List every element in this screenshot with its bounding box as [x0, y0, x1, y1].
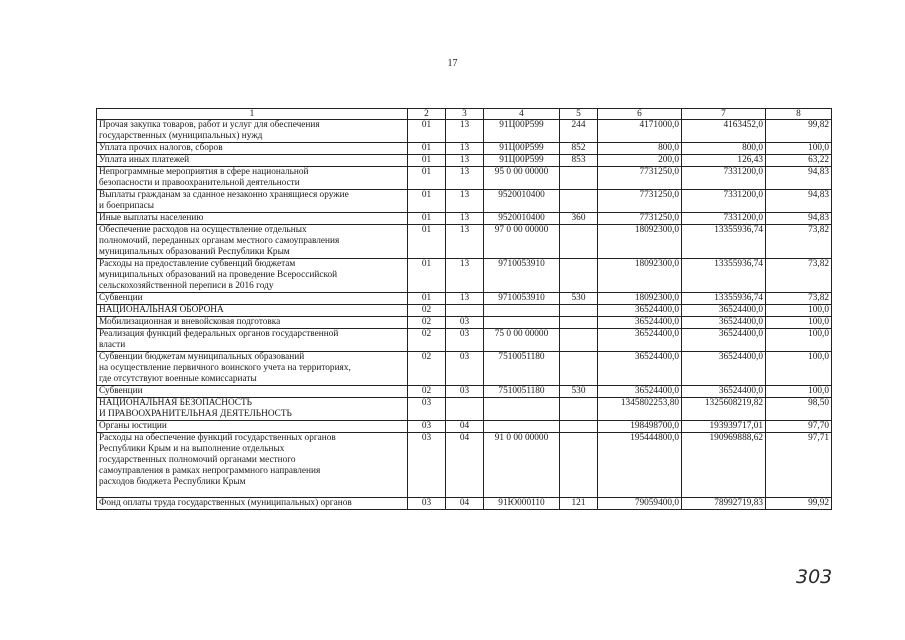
amount-cell: 7331200,0 — [682, 167, 766, 190]
table-row — [97, 352, 832, 386]
row-name-cell: Уплата прочих налогов, сборов — [97, 143, 408, 155]
amount-cell: 100,0 — [766, 329, 832, 352]
amount-cell: 36524400,0 — [682, 329, 766, 352]
code-cell — [446, 398, 484, 421]
table-row — [97, 225, 832, 259]
amount-cell: 7331200,0 — [682, 213, 766, 225]
code-cell: 01 — [408, 120, 446, 143]
row-name-cell: Субвенции — [97, 293, 408, 305]
code-cell: 91 0 00 00000 — [484, 433, 560, 498]
amount-cell: 13355936,74 — [682, 293, 766, 305]
code-cell — [484, 421, 560, 433]
code-cell — [560, 225, 598, 259]
amount-cell: 7331200,0 — [682, 190, 766, 213]
row-name-cell: Иные выплаты населению — [97, 213, 408, 225]
code-cell: 03 — [446, 329, 484, 352]
column-header: 4 — [484, 109, 560, 120]
amount-cell: 99,92 — [766, 498, 832, 510]
amount-cell: 36524400,0 — [598, 329, 682, 352]
amount-cell: 63,22 — [766, 155, 832, 167]
code-cell: 01 — [408, 190, 446, 213]
code-cell: 852 — [560, 143, 598, 155]
code-cell — [560, 398, 598, 421]
table-row — [97, 317, 832, 329]
amount-cell: 100,0 — [766, 317, 832, 329]
code-cell — [560, 421, 598, 433]
amount-cell: 198498700,0 — [598, 421, 682, 433]
code-cell: 9520010400 — [484, 213, 560, 225]
code-cell: 91Ц00Р599 — [484, 143, 560, 155]
amount-cell: 193939717,01 — [682, 421, 766, 433]
code-cell — [560, 317, 598, 329]
code-cell: 121 — [560, 498, 598, 510]
code-cell: 03 — [446, 386, 484, 398]
row-name-cell: Уплата иных платежей — [97, 155, 408, 167]
table-row — [97, 259, 832, 293]
code-cell: 75 0 00 00000 — [484, 329, 560, 352]
table-row — [97, 293, 832, 305]
amount-cell: 200,0 — [598, 155, 682, 167]
column-header: 6 — [598, 109, 682, 120]
amount-cell: 18092300,0 — [598, 225, 682, 259]
row-name-cell: Расходы на предоставление субвенций бюджетам муниципальных образований на проведение Всероссийской сельскохозяйственной переписи в 2016 году — [97, 259, 408, 293]
table-row — [97, 421, 832, 433]
code-cell: 13 — [446, 259, 484, 293]
code-cell: 02 — [408, 352, 446, 386]
code-cell: 13 — [446, 167, 484, 190]
amount-cell: 800,0 — [682, 143, 766, 155]
code-cell: 02 — [408, 329, 446, 352]
code-cell — [560, 190, 598, 213]
code-cell: 9710053910 — [484, 259, 560, 293]
code-cell: 13 — [446, 120, 484, 143]
amount-cell: 100,0 — [766, 352, 832, 386]
code-cell: 04 — [446, 498, 484, 510]
code-cell: 13 — [446, 293, 484, 305]
table-row — [97, 386, 832, 398]
table-row — [97, 433, 832, 498]
amount-cell: 73,82 — [766, 225, 832, 259]
code-cell: 02 — [408, 305, 446, 317]
code-cell: 02 — [408, 386, 446, 398]
table-header-row — [97, 109, 832, 120]
code-cell: 01 — [408, 143, 446, 155]
row-name-cell: Субвенции — [97, 386, 408, 398]
code-cell: 9520010400 — [484, 190, 560, 213]
amount-cell: 36524400,0 — [682, 386, 766, 398]
table-row — [97, 143, 832, 155]
amount-cell: 36524400,0 — [598, 352, 682, 386]
amount-cell: 195444800,0 — [598, 433, 682, 498]
amount-cell: 79059400,0 — [598, 498, 682, 510]
amount-cell: 36524400,0 — [682, 305, 766, 317]
row-name-cell: Расходы на обеспечение функций государственных органов Республики Крым и на выполнение отдельных государственных полномочий органами местного самоуправления в рамках непрограммного направления расходов бюджета Республики Крым — [97, 433, 408, 498]
amount-cell: 4163452,0 — [682, 120, 766, 143]
code-cell — [484, 317, 560, 329]
amount-cell: 73,82 — [766, 259, 832, 293]
row-name-cell: Субвенции бюджетам муниципальных образований на осуществление первичного воинского учета на территориях, где отсутствуют военные комиссариаты — [97, 352, 408, 386]
amount-cell: 190969888,62 — [682, 433, 766, 498]
column-header: 3 — [446, 109, 484, 120]
amount-cell: 100,0 — [766, 305, 832, 317]
code-cell: 853 — [560, 155, 598, 167]
code-cell — [560, 329, 598, 352]
row-name-cell: Прочая закупка товаров, работ и услуг для обеспечения государственных (муниципальных) нужд — [97, 120, 408, 143]
amount-cell: 36524400,0 — [598, 386, 682, 398]
amount-cell: 97,70 — [766, 421, 832, 433]
code-cell — [560, 433, 598, 498]
table-row — [97, 155, 832, 167]
amount-cell: 97,71 — [766, 433, 832, 498]
amount-cell: 36524400,0 — [598, 317, 682, 329]
amount-cell: 94,83 — [766, 167, 832, 190]
code-cell: 13 — [446, 225, 484, 259]
amount-cell: 18092300,0 — [598, 293, 682, 305]
code-cell: 01 — [408, 155, 446, 167]
code-cell: 03 — [408, 398, 446, 421]
table-row — [97, 213, 832, 225]
column-header: 8 — [766, 109, 832, 120]
amount-cell: 99,82 — [766, 120, 832, 143]
row-name-cell: Непрограммные мероприятия в сфере национальной безопасности и правоохранительной деятельности — [97, 167, 408, 190]
code-cell: 01 — [408, 225, 446, 259]
amount-cell: 13355936,74 — [682, 259, 766, 293]
amount-cell: 98,50 — [766, 398, 832, 421]
amount-cell: 1325608219,82 — [682, 398, 766, 421]
table-row — [97, 329, 832, 352]
code-cell: 03 — [408, 433, 446, 498]
code-cell: 01 — [408, 213, 446, 225]
code-cell: 13 — [446, 155, 484, 167]
row-name-cell: Мобилизационная и вневойсковая подготовка — [97, 317, 408, 329]
amount-cell: 126,43 — [682, 155, 766, 167]
code-cell: 03 — [408, 421, 446, 433]
code-cell: 03 — [446, 317, 484, 329]
code-cell: 95 0 00 00000 — [484, 167, 560, 190]
code-cell: 91Ю000110 — [484, 498, 560, 510]
table-row — [97, 167, 832, 190]
table-row — [97, 120, 832, 143]
amount-cell: 36524400,0 — [682, 317, 766, 329]
code-cell: 13 — [446, 190, 484, 213]
code-cell — [484, 398, 560, 421]
table-row — [97, 398, 832, 421]
code-cell: 03 — [446, 352, 484, 386]
code-cell: 01 — [408, 167, 446, 190]
amount-cell: 78992719,83 — [682, 498, 766, 510]
amount-cell: 94,83 — [766, 213, 832, 225]
code-cell: 01 — [408, 293, 446, 305]
code-cell: 7510051180 — [484, 386, 560, 398]
column-header: 5 — [560, 109, 598, 120]
amount-cell: 73,82 — [766, 293, 832, 305]
code-cell — [560, 352, 598, 386]
code-cell: 360 — [560, 213, 598, 225]
amount-cell: 4171000,0 — [598, 120, 682, 143]
code-cell: 9710053910 — [484, 293, 560, 305]
table-body — [97, 120, 832, 510]
row-name-cell: Органы юстиции — [97, 421, 408, 433]
code-cell: 7510051180 — [484, 352, 560, 386]
amount-cell: 36524400,0 — [598, 305, 682, 317]
table-row — [97, 190, 832, 213]
page-number: 17 — [447, 58, 458, 69]
row-name-cell: Фонд оплаты труда государственных (муниципальных) органов — [97, 498, 408, 510]
code-cell: 01 — [408, 259, 446, 293]
table-row — [97, 305, 832, 317]
amount-cell: 94,83 — [766, 190, 832, 213]
code-cell — [560, 305, 598, 317]
row-name-cell: Обеспечение расходов на осуществление отдельных полномочий, переданных органам местного самоуправления муниципальных образований Республики Крым — [97, 225, 408, 259]
amount-cell: 7731250,0 — [598, 190, 682, 213]
amount-cell: 7731250,0 — [598, 167, 682, 190]
budget-table — [96, 108, 832, 510]
row-name-cell: НАЦИОНАЛЬНАЯ ОБОРОНА — [97, 305, 408, 317]
row-name-cell: Выплаты гражданам за сданное незаконно хранящиеся оружие и боеприпасы — [97, 190, 408, 213]
column-header: 2 — [408, 109, 446, 120]
row-name-cell: Реализация функций федеральных органов государственной власти — [97, 329, 408, 352]
column-header: 1 — [97, 109, 408, 120]
amount-cell: 1345802253,80 — [598, 398, 682, 421]
column-header: 7 — [682, 109, 766, 120]
code-cell: 530 — [560, 293, 598, 305]
amount-cell: 7731250,0 — [598, 213, 682, 225]
amount-cell: 100,0 — [766, 386, 832, 398]
code-cell: 91Ц00Р599 — [484, 155, 560, 167]
code-cell: 91Ц00Р599 — [484, 120, 560, 143]
amount-cell: 800,0 — [598, 143, 682, 155]
code-cell — [560, 259, 598, 293]
handwritten-page-number: 303 — [796, 566, 833, 588]
code-cell: 04 — [446, 433, 484, 498]
row-name-cell: НАЦИОНАЛЬНАЯ БЕЗОПАСНОСТЬ И ПРАВООХРАНИТЕЛЬНАЯ ДЕЯТЕЛЬНОСТЬ — [97, 398, 408, 421]
amount-cell: 36524400,0 — [682, 352, 766, 386]
code-cell: 03 — [408, 498, 446, 510]
code-cell: 97 0 00 00000 — [484, 225, 560, 259]
code-cell — [484, 305, 560, 317]
table-row — [97, 498, 832, 510]
code-cell: 04 — [446, 421, 484, 433]
code-cell: 244 — [560, 120, 598, 143]
code-cell: 530 — [560, 386, 598, 398]
amount-cell: 18092300,0 — [598, 259, 682, 293]
code-cell: 13 — [446, 143, 484, 155]
amount-cell: 13355936,74 — [682, 225, 766, 259]
code-cell — [560, 167, 598, 190]
code-cell: 13 — [446, 213, 484, 225]
amount-cell: 100,0 — [766, 143, 832, 155]
code-cell — [446, 305, 484, 317]
code-cell: 02 — [408, 317, 446, 329]
